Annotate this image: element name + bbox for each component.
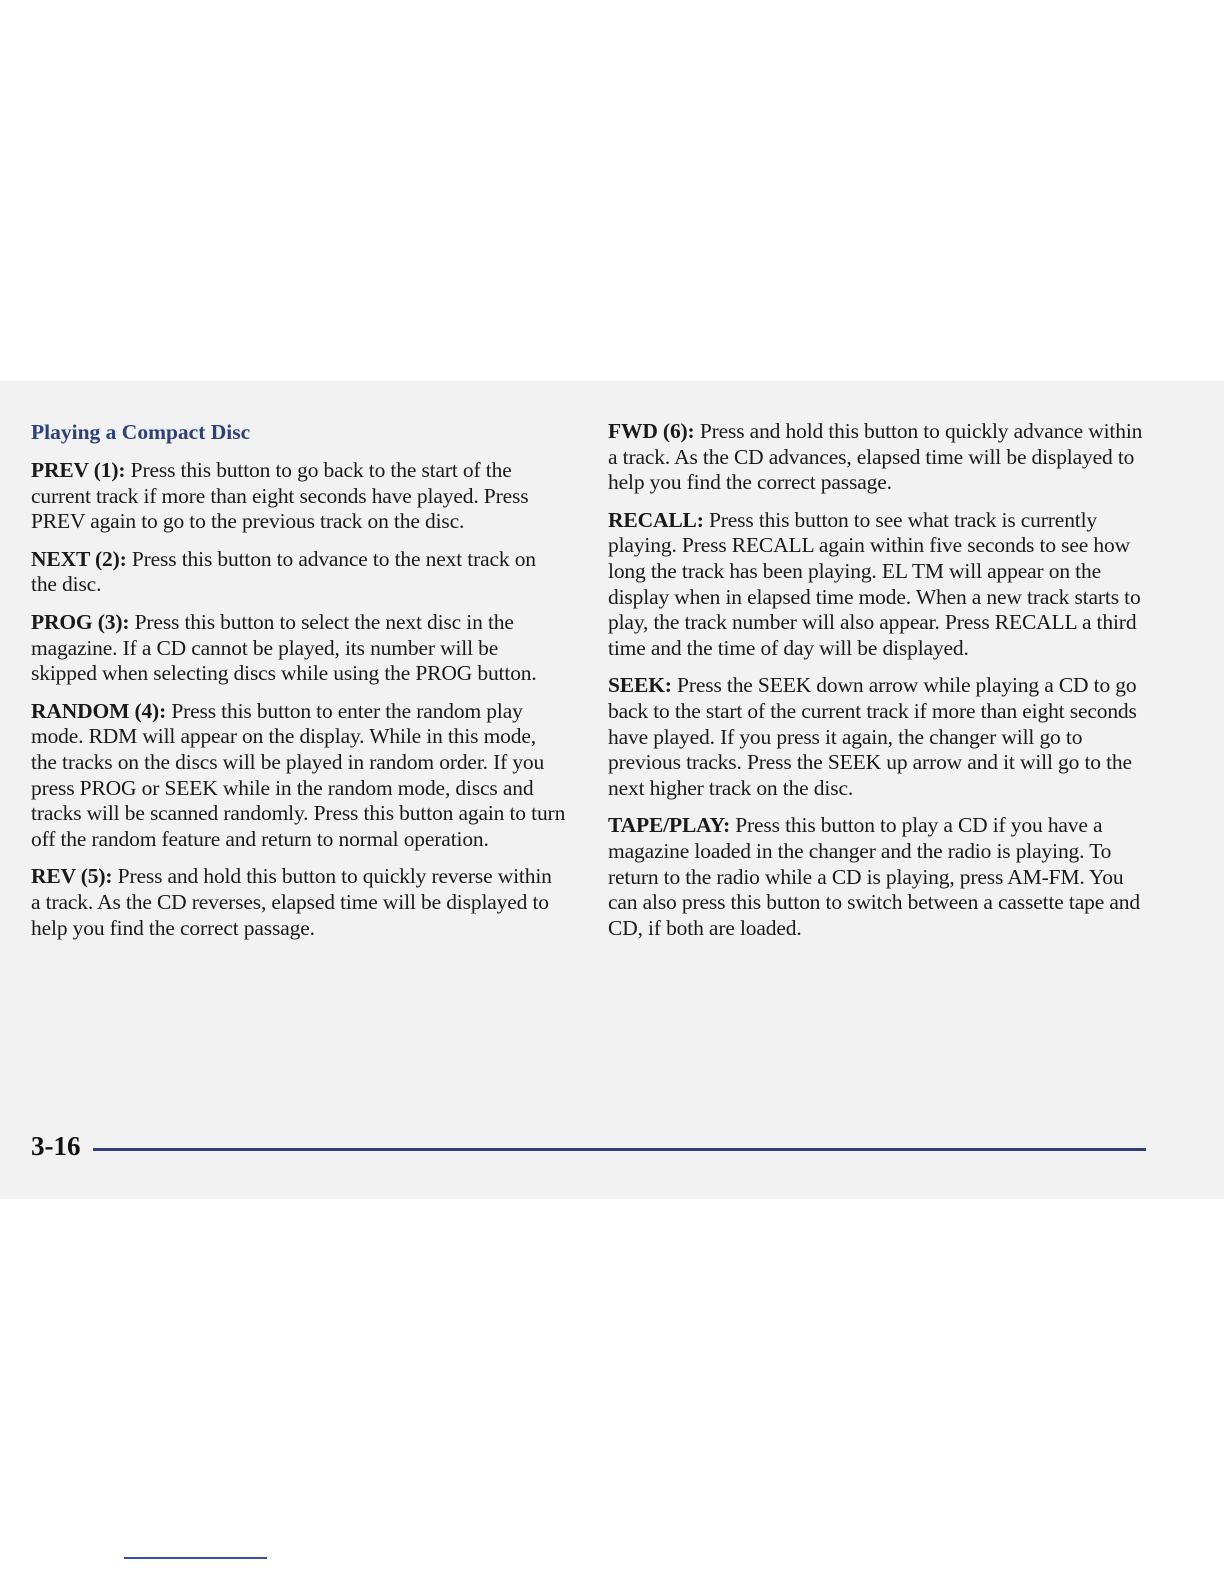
- entry-term: TAPE/PLAY:: [608, 813, 730, 838]
- entry-term: REV (5):: [31, 864, 113, 889]
- entry-text: Press this button to advance to the next track on the disc.: [31, 546, 536, 597]
- left-column: [31, 419, 566, 953]
- entry-term: RANDOM (4):: [31, 698, 167, 723]
- entry-term: PREV (1):: [31, 458, 126, 482]
- entry-text: Press and hold this button to quickly advance within a track. As the CD advances, elapsed time will be displayed to help you find the correct passage.: [608, 419, 1143, 495]
- section-title: Playing a Compact Disc: [31, 420, 251, 444]
- bottom-divider: [124, 1557, 267, 1559]
- footer-divider: [93, 1148, 1146, 1151]
- entry-text: Press and hold this button to quickly reverse within a track. As the CD reverses, elapsed time will be displayed to help you find the correct passage.: [31, 864, 552, 940]
- entry-term: NEXT (2):: [31, 546, 127, 571]
- page-footer: [31, 1130, 1146, 1170]
- entry-text: Press this button to enter the random play mode. RDM will appear on the display. While in this mode, the tracks on the discs will be played in random order. If you press PROG or SEEK while in the random mode, discs and tracks will be scanned randomly. Press this button again to turn off the random feature and return to normal operation.: [31, 698, 566, 851]
- entry-tape-play: [608, 813, 1148, 941]
- page-number: 3-16: [31, 1131, 81, 1161]
- entry-text: Press the SEEK down arrow while playing a CD to go back to the start of the current track if more than eight seconds have played. If you press it again, the changer will go to previous tracks. Press the SEEK up arrow and it will go to the next higher track on the disc.: [608, 673, 1137, 800]
- entry-prog: [31, 610, 566, 687]
- entry-text: Press this button to go back to the start of the current track if more than eight seconds have played. Press PREV again to go to the previous track on the disc.: [31, 458, 529, 534]
- entry-random: [31, 699, 566, 853]
- entry-fwd: [608, 419, 1148, 496]
- entry-recall: [608, 508, 1148, 662]
- right-column: [608, 419, 1148, 953]
- entry-term: PROG (3):: [31, 609, 130, 634]
- entry-term: FWD (6):: [608, 419, 695, 443]
- entry-seek: [608, 673, 1148, 801]
- entry-next: [31, 547, 566, 598]
- entry-text: Press this button to see what track is currently playing. Press RECALL again within five seconds to see how long the track has been playing. EL TM will appear on the display when in elapsed time mode. When a new track starts to play, the track number will also appear. Press RECALL a third time and the time of day will be displayed.: [608, 507, 1141, 660]
- entry-rev: [31, 864, 566, 941]
- entry-text: Press this button to play a CD if you have a magazine loaded in the changer and the radio is playing. To return to the radio while a CD is playing, press AM-FM. You can also press this button to switch between a cassette tape and CD, if both are loaded.: [608, 813, 1140, 940]
- entry-prev: [31, 458, 566, 535]
- entry-term: RECALL:: [608, 507, 704, 532]
- entry-term: SEEK:: [608, 673, 672, 698]
- entry-text: Press this button to select the next disc in the magazine. If a CD cannot be played, its number will be skipped when selecting discs while using the PROG button.: [31, 609, 537, 686]
